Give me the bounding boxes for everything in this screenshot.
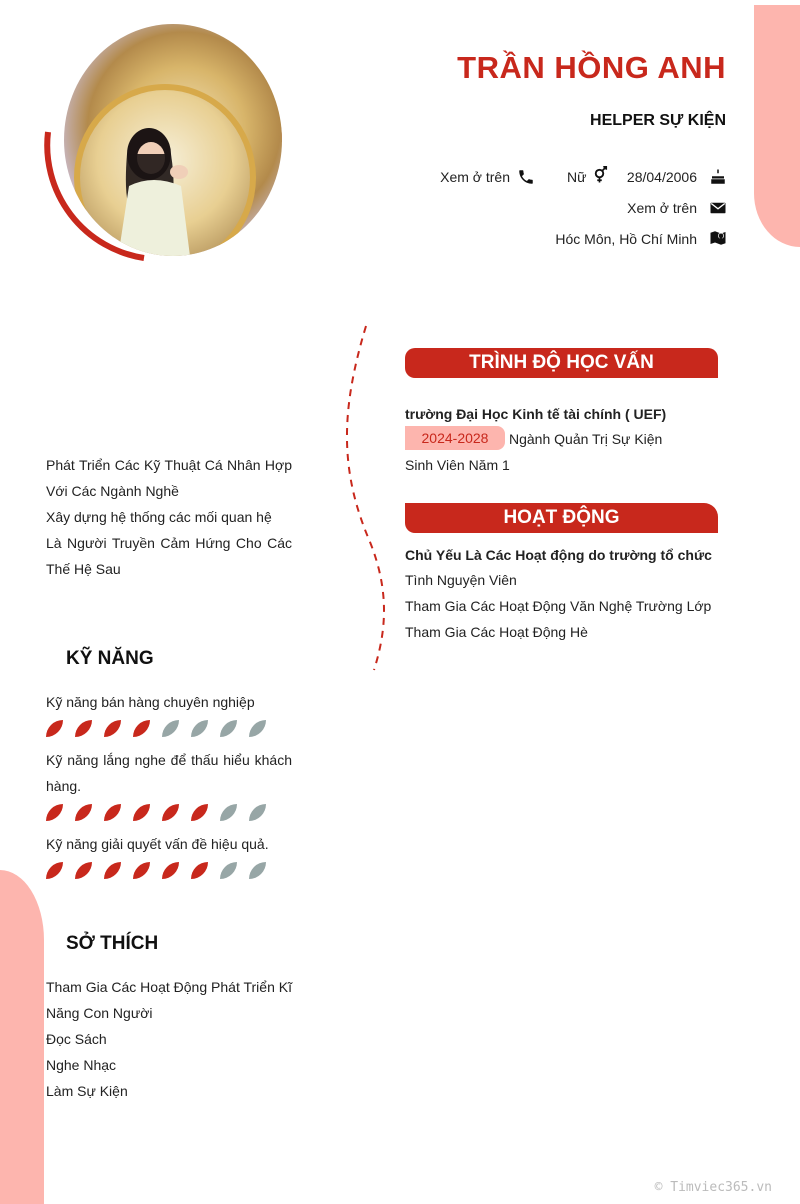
hobbies-title: SỞ THÍCH (66, 933, 159, 954)
skill-leaf-empty (220, 862, 237, 879)
map-marker-icon (709, 229, 727, 247)
decor-top-right (754, 5, 800, 247)
skills-title: KỸ NĂNG (66, 648, 154, 669)
phone-value: Xem ở trên (440, 169, 510, 185)
candidate-name: TRẦN HỒNG ANH (457, 50, 726, 85)
hobby-item-3: Nghe Nhạc (46, 1057, 117, 1073)
objective-line-2: Xây dựng hệ thống các mối quan hệ (46, 509, 272, 525)
hobby-item-4: Làm Sự Kiện (46, 1083, 128, 1099)
skill-leaf-filled (162, 804, 179, 821)
decor-bottom-left (0, 870, 44, 1204)
skill-name-1: Kỹ năng bán hàng chuyên nghiệp (46, 694, 255, 710)
skill-leaf-filled (133, 862, 150, 879)
objective-line-3: Là Người Truyền Cảm Hứng Cho Các Thế Hệ Sau (46, 535, 292, 577)
birthday-cake-icon (709, 168, 727, 186)
skill-leaf-filled (46, 720, 63, 737)
skill-leaf-filled (133, 720, 150, 737)
mail-icon (709, 199, 727, 217)
activity-item-3: Tham Gia Các Hoạt Động Hè (405, 624, 588, 640)
skill-leaf-empty (249, 720, 266, 737)
skill-leaf-filled (75, 862, 92, 879)
dashed-divider (330, 322, 390, 674)
activity-item-2: Tham Gia Các Hoạt Động Văn Nghệ Trường Lớp (405, 598, 712, 614)
skill-leaf-filled (46, 804, 63, 821)
skill-leaf-filled (133, 804, 150, 821)
objective-line-1: Phát Triển Các Kỹ Thuật Cá Nhân Hợp Với Các Ngành Nghề (46, 457, 292, 499)
watermark: © Timviec365.vn (654, 1180, 772, 1195)
education-title: TRÌNH ĐỘ HỌC VẤN (405, 348, 718, 378)
skill-name-2: Kỹ năng lắng nghe để thấu hiểu khách hàng. (46, 752, 292, 794)
skill-leaf-empty (249, 804, 266, 821)
activities-heading: Chủ Yếu Là Các Hoạt động do trường tổ chức (405, 547, 712, 563)
education-note: Sinh Viên Năm 1 (405, 457, 510, 473)
skill-name-3: Kỹ năng giải quyết vấn đề hiệu quả. (46, 836, 269, 852)
address-value: Hóc Môn, Hồ Chí Minh (555, 231, 697, 247)
skill-leaf-filled (104, 720, 121, 737)
skill-leaf-filled (162, 862, 179, 879)
education-period-badge: 2024-2028 (405, 426, 505, 450)
skill-leaf-filled (46, 862, 63, 879)
skill-leaf-empty (162, 720, 179, 737)
education-major: Ngành Quản Trị Sự Kiện (509, 431, 663, 447)
gender-value: Nữ (567, 169, 587, 185)
avatar (64, 24, 282, 256)
candidate-position: HELPER SỰ KIỆN (590, 112, 726, 129)
skill-leaf-empty (249, 862, 266, 879)
skill-leaf-filled (104, 804, 121, 821)
skill-leaf-filled (191, 862, 208, 879)
skill-leaf-filled (104, 862, 121, 879)
email-value: Xem ở trên (627, 200, 697, 216)
activity-item-1: Tình Nguyện Viên (405, 572, 517, 588)
skill-leaf-filled (191, 804, 208, 821)
skill-leaf-filled (75, 804, 92, 821)
education-school: trường Đại Học Kinh tế tài chính ( UEF) (405, 406, 667, 422)
birthday-value: 28/04/2006 (626, 169, 697, 185)
hobby-item-1: Tham Gia Các Hoạt Động Phát Triển Kĩ Năng Con Người (46, 979, 292, 1021)
skill-leaf-empty (191, 720, 208, 737)
hobby-item-2: Đọc Sách (46, 1031, 107, 1047)
skill-leaf-filled (75, 720, 92, 737)
skill-leaf-empty (220, 804, 237, 821)
gender-icon (592, 166, 610, 184)
skill-leaf-empty (220, 720, 237, 737)
activities-title: HOẠT ĐỘNG (405, 503, 718, 533)
phone-icon (517, 168, 535, 186)
avatar-person (109, 114, 199, 256)
